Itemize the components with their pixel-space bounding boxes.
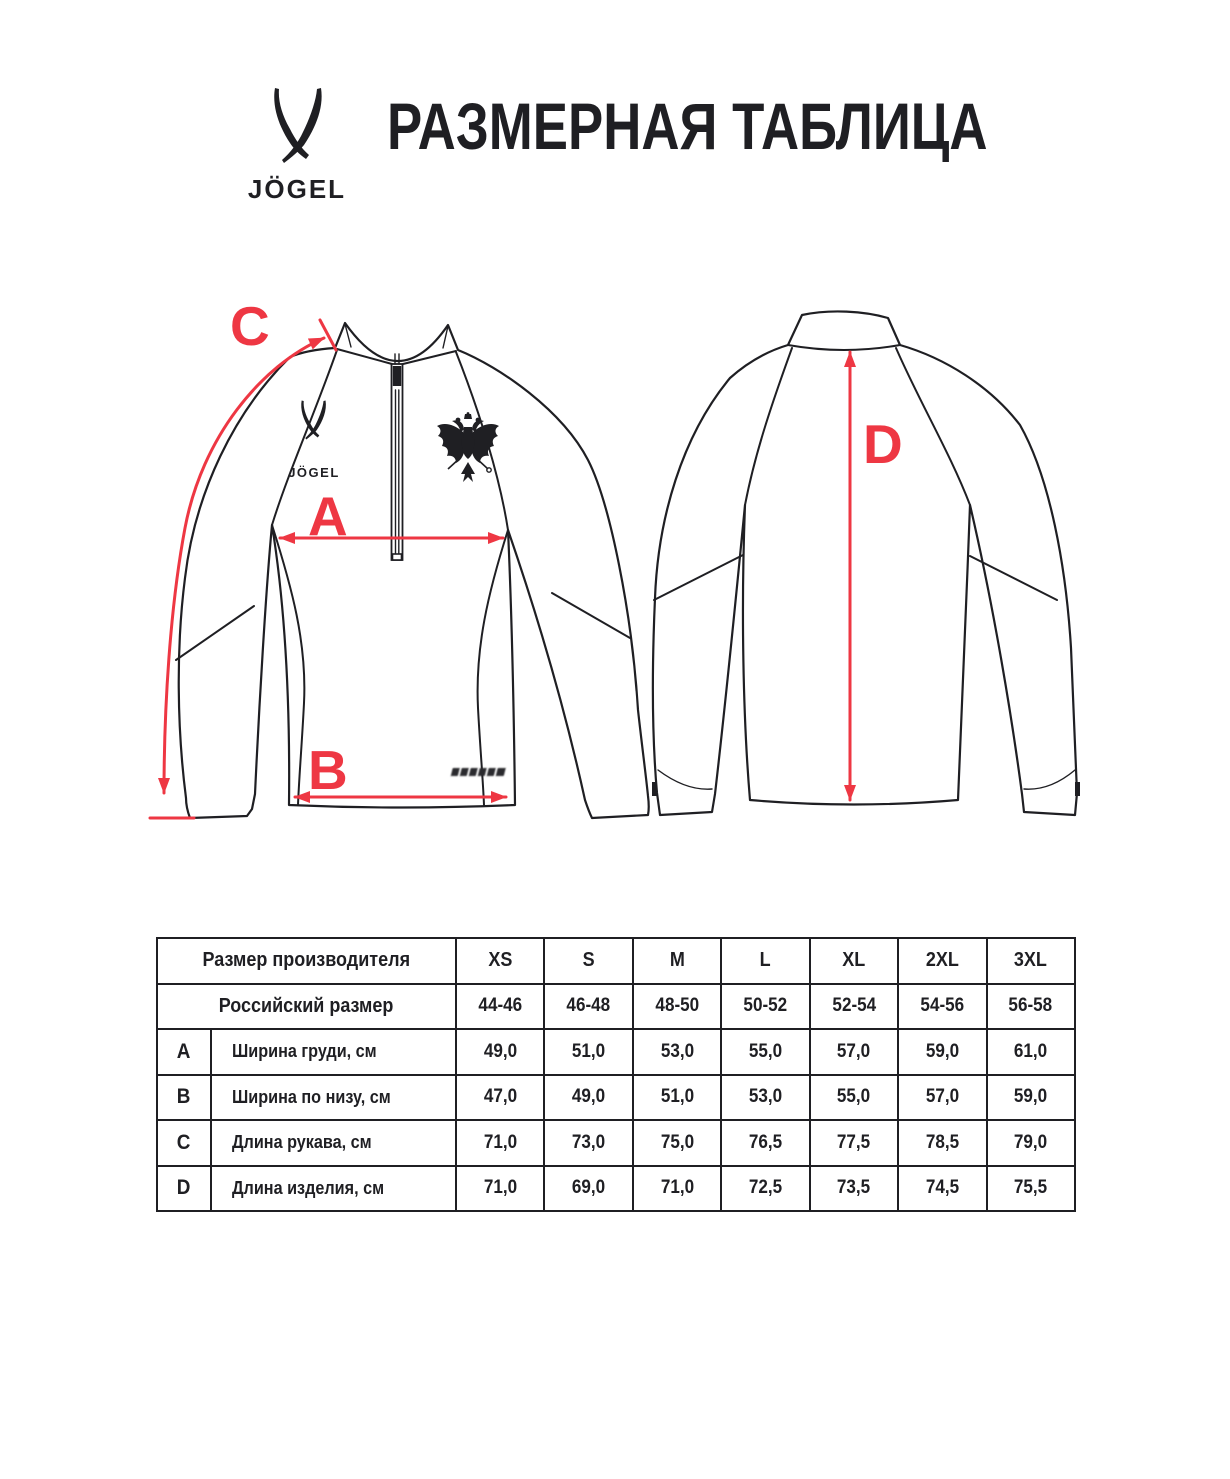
russian-size-value (721, 984, 809, 1030)
russian-size-value-text: 54-56 (920, 995, 965, 1017)
russian-size-value-text: 44-46 (478, 995, 523, 1017)
size-col-header (721, 938, 809, 984)
size-col-header (987, 938, 1075, 984)
measure-value (721, 1075, 809, 1121)
jogel-logo-icon (268, 86, 328, 168)
measure-name (211, 1166, 456, 1212)
measure-c-label: C (230, 295, 270, 357)
measure-value-text: 49,0 (483, 1040, 517, 1062)
measure-value (987, 1166, 1075, 1212)
measure-value-text: 73,5 (837, 1177, 871, 1199)
measure-letter-text: B (177, 1085, 191, 1109)
measure-value-text: 71,0 (483, 1177, 517, 1199)
cuff-tab-right (1075, 782, 1080, 796)
measure-value (898, 1029, 986, 1075)
measure-value-text: 79,0 (1014, 1131, 1048, 1153)
size-col-header (810, 938, 898, 984)
russian-size-value-text: 50-52 (743, 995, 788, 1017)
measure-value (456, 1075, 544, 1121)
measure-value-text: 73,0 (572, 1131, 606, 1153)
russian-size-value (456, 984, 544, 1030)
measure-value (721, 1166, 809, 1212)
size-col-header (456, 938, 544, 984)
measure-value (721, 1029, 809, 1075)
measure-value (544, 1029, 632, 1075)
measure-value-text: 75,5 (1014, 1177, 1048, 1199)
measure-a-label: A (308, 485, 348, 547)
measure-value (987, 1029, 1075, 1075)
measure-letter (157, 1120, 211, 1166)
size-col-header-text: S (582, 949, 595, 972)
measure-name-text: Ширина груди, см (232, 1041, 377, 1062)
measure-value-text: 76,5 (748, 1131, 783, 1153)
measure-value-text: 53,0 (660, 1040, 694, 1062)
measure-value-text: 69,0 (572, 1177, 606, 1199)
measure-name (211, 1029, 456, 1075)
russian-size-value (987, 984, 1075, 1030)
size-col-header-text: XS (488, 949, 513, 972)
measure-name-text: Длина изделия, см (232, 1177, 385, 1198)
manufacturer-size-label-text: Размер производителя (202, 949, 411, 972)
size-col-header-text: M (669, 949, 685, 972)
russian-size-value (544, 984, 632, 1030)
size-col-header (633, 938, 721, 984)
measure-value-text: 57,0 (837, 1040, 871, 1062)
measure-value (898, 1166, 986, 1212)
size-col-header-text: 3XL (1014, 949, 1048, 972)
measure-name (211, 1120, 456, 1166)
measure-value-text: 75,0 (660, 1131, 694, 1153)
measure-value (898, 1120, 986, 1166)
measure-value (898, 1075, 986, 1121)
measure-value (456, 1166, 544, 1212)
measure-b-label: B (308, 739, 348, 801)
manufacturer-size-label (157, 938, 456, 984)
measure-value-text: 53,0 (748, 1086, 783, 1108)
russian-size-label (157, 984, 456, 1030)
measure-value (987, 1075, 1075, 1121)
chest-brand-wordmark: JÖGEL (288, 465, 340, 480)
measure-value-text: 59,0 (925, 1040, 959, 1062)
size-table (156, 937, 1076, 1212)
measure-value-text: 78,5 (925, 1131, 959, 1153)
table-row-russian-size (157, 984, 1075, 1030)
measure-value (987, 1120, 1075, 1166)
measure-value-text: 47,0 (483, 1086, 517, 1108)
table-row-measure-d (157, 1166, 1075, 1212)
measure-d-label: D (863, 413, 903, 475)
measure-value-text: 55,0 (748, 1040, 783, 1062)
measure-value-text: 51,0 (660, 1086, 694, 1108)
russian-size-value-text: 56-58 (1008, 995, 1053, 1017)
jacket-front-drawing (140, 288, 655, 838)
table-row-measure-c (157, 1120, 1075, 1166)
measure-value (456, 1120, 544, 1166)
front-silhouette (179, 323, 649, 818)
measure-value-text: 71,0 (483, 1131, 517, 1153)
measure-letter (157, 1075, 211, 1121)
measure-value-text: 74,5 (925, 1177, 959, 1199)
zipper (392, 354, 403, 560)
measure-letter-text: D (177, 1176, 191, 1200)
measure-letter (157, 1029, 211, 1075)
measure-value-text: 49,0 (572, 1086, 606, 1108)
measure-value-text: 61,0 (1014, 1040, 1048, 1062)
measure-value (633, 1120, 721, 1166)
russian-size-value-text: 46-48 (566, 995, 611, 1017)
page-title: РАЗМЕРНАЯ ТАБЛИЦА (387, 89, 988, 163)
measure-value (810, 1166, 898, 1212)
measure-value-text: 77,5 (837, 1131, 871, 1153)
table-row-measure-b (157, 1075, 1075, 1121)
jacket-back-drawing (600, 288, 1100, 838)
measure-name-text: Ширина по низу, см (232, 1086, 391, 1107)
measure-name (211, 1075, 456, 1121)
brand-wordmark: JÖGEL (247, 174, 347, 204)
russian-size-value-text: 48-50 (655, 995, 699, 1017)
measure-letter-text: A (177, 1039, 191, 1063)
measure-name-text: Длина рукава, см (232, 1132, 372, 1153)
back-silhouette (653, 311, 1077, 815)
measure-value (544, 1166, 632, 1212)
measure-letter-text: C (177, 1130, 191, 1154)
size-col-header (544, 938, 632, 984)
measure-value-text: 71,0 (660, 1177, 694, 1199)
size-table-body (157, 938, 1075, 1211)
measure-value (633, 1166, 721, 1212)
measure-value (810, 1120, 898, 1166)
measure-value (810, 1029, 898, 1075)
russian-size-label-text: Российский размер (219, 994, 394, 1017)
size-col-header-text: L (759, 949, 771, 972)
russian-size-value (810, 984, 898, 1030)
measure-value (721, 1120, 809, 1166)
russian-size-value (633, 984, 721, 1030)
measure-value (633, 1029, 721, 1075)
measure-value-text: 72,5 (748, 1177, 783, 1199)
russian-size-value (898, 984, 986, 1030)
measure-value-text: 57,0 (925, 1086, 959, 1108)
size-col-header (898, 938, 986, 984)
measure-value-text: 59,0 (1014, 1086, 1048, 1108)
measure-value (544, 1075, 632, 1121)
size-col-header-text: 2XL (925, 949, 959, 972)
russian-size-value-text: 52-54 (832, 995, 876, 1017)
measure-value (633, 1075, 721, 1121)
size-col-header-text: XL (842, 949, 866, 972)
table-row-manufacturer-size (157, 938, 1075, 984)
table-row-measure-a (157, 1029, 1075, 1075)
measure-letter (157, 1166, 211, 1212)
measure-value (544, 1120, 632, 1166)
measure-value (456, 1029, 544, 1075)
measure-value (810, 1075, 898, 1121)
measure-value-text: 55,0 (837, 1086, 871, 1108)
measure-value-text: 51,0 (572, 1040, 606, 1062)
